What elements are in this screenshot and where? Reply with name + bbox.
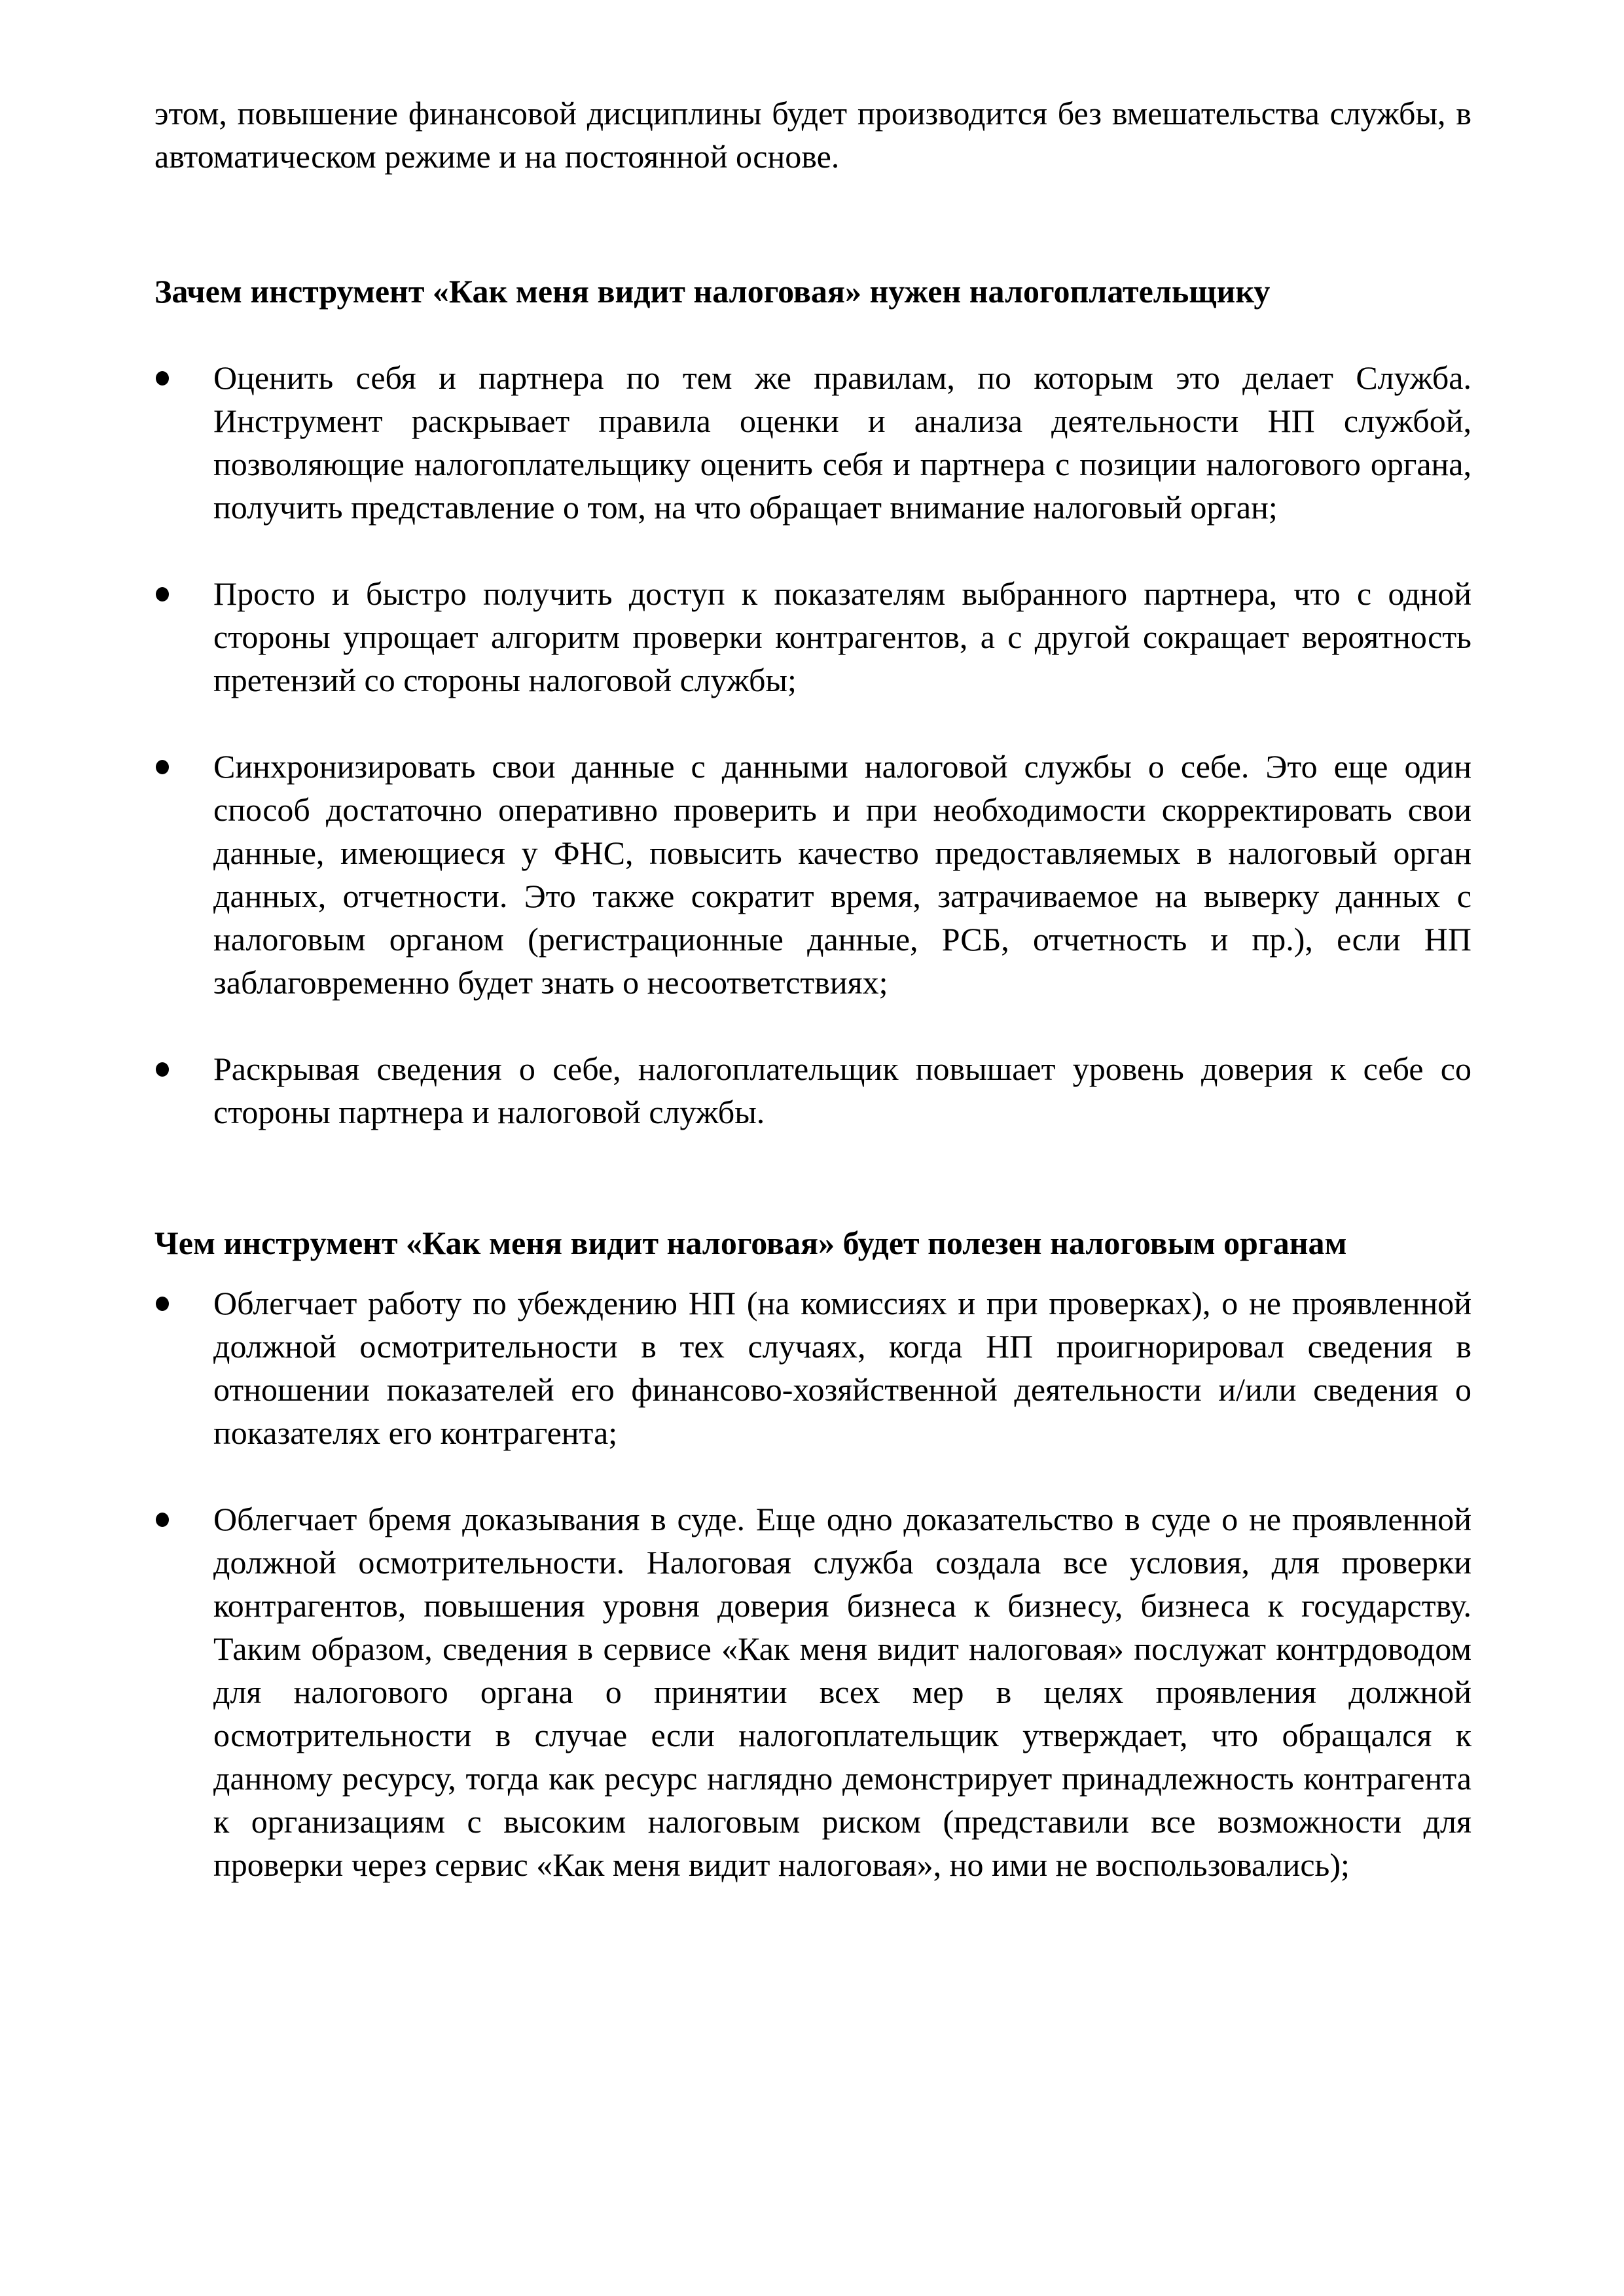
spacer xyxy=(154,178,1471,270)
document-page xyxy=(154,92,1471,1886)
spacer xyxy=(154,1265,1471,1282)
list-item xyxy=(154,356,1471,529)
list-item-text: Раскрывая сведения о себе, налогоплательщик повышает уровень доверия к себе со стороны партнера и налоговой службы. xyxy=(213,1050,1471,1130)
intro-paragraph: этом, повышение финансовой дисциплины будет производится без вмешательства службы, в автоматическом режиме и на постоянной основе. xyxy=(154,95,1471,175)
bullet-icon xyxy=(156,1513,169,1527)
bullet-icon xyxy=(156,1297,169,1311)
bullet-icon xyxy=(156,760,169,774)
list-item xyxy=(154,1498,1471,1886)
bullet-icon xyxy=(156,1062,169,1077)
list-item-text: Оценить себя и партнера по тем же правилам, по которым это делает Служба. Инструмент раскрывает правила оценки и анализа деятельности НП службой, позволяющие налогоплательщику оценить себя и партнера с позиции налогового органа, получить представление о том, на что обращает внимание налоговый орган; xyxy=(213,359,1471,526)
list-item xyxy=(154,745,1471,1004)
bullet-icon xyxy=(156,587,169,601)
list-item-text: Синхронизировать свои данные с данными налоговой службы о себе. Это еще один способ достаточно оперативно проверить и при необходимости скорректировать свои данные, имеющиеся у ФНС, повысить качество предоставляемых в налоговый орган данных, отчетности. Это также сократит время, затрачиваемое на выверку данных с налоговым органом (регистрационные данные, РСБ, отчетность и пр.), если НП заблаговременно будет знать о несоответствиях; xyxy=(213,748,1471,1001)
list-item xyxy=(154,572,1471,702)
list-item xyxy=(154,1047,1471,1134)
list-item-text: Облегчает работу по убеждению НП (на комиссиях и при проверках), о не проявленной должной осмотрительности в тех случаях, когда НП проигнорировал сведения в отношении показателей его финансово-хозяйственной деятельности и/или сведения о показателях его контрагента; xyxy=(213,1285,1471,1451)
section-heading-tax-authorities: Чем инструмент «Как меня видит налоговая» будет полезен налоговым органам xyxy=(154,1225,1347,1261)
taxpayer-benefits-list xyxy=(154,356,1471,1134)
spacer xyxy=(154,1134,1471,1221)
list-item xyxy=(154,1282,1471,1454)
list-item-text: Просто и быстро получить доступ к показателям выбранного партнера, что с одной стороны упрощает алгоритм проверки контрагентов, а с другой сокращает вероятность претензий со стороны налоговой службы; xyxy=(213,575,1471,698)
list-item-text: Облегчает бремя доказывания в суде. Еще одно доказательство в суде о не проявленной должной осмотрительности. Налоговая служба создала все условия, для проверки контрагентов, повышения уровня доверия бизнеса к бизнесу, бизнеса к государству. Таким образом, сведения в сервисе «Как меня видит налоговая» послужат контрдоводом для налогового органа о принятии всех мер в целях проявления должной осмотрительности в случае если налогоплательщик утверждает, что обращался к данному ресурсу, тогда как ресурс наглядно демонстрирует принадлежность контрагента к организациям с высоким налоговым риском (представили все возможности для проверки через сервис «Как меня видит налоговая», но ими не воспользовались); xyxy=(213,1501,1471,1883)
tax-authorities-benefits-list xyxy=(154,1282,1471,1886)
spacer xyxy=(154,313,1471,356)
section-heading-taxpayer: Зачем инструмент «Как меня видит налоговая» нужен налогоплательщику xyxy=(154,273,1271,310)
bullet-icon xyxy=(156,371,169,386)
